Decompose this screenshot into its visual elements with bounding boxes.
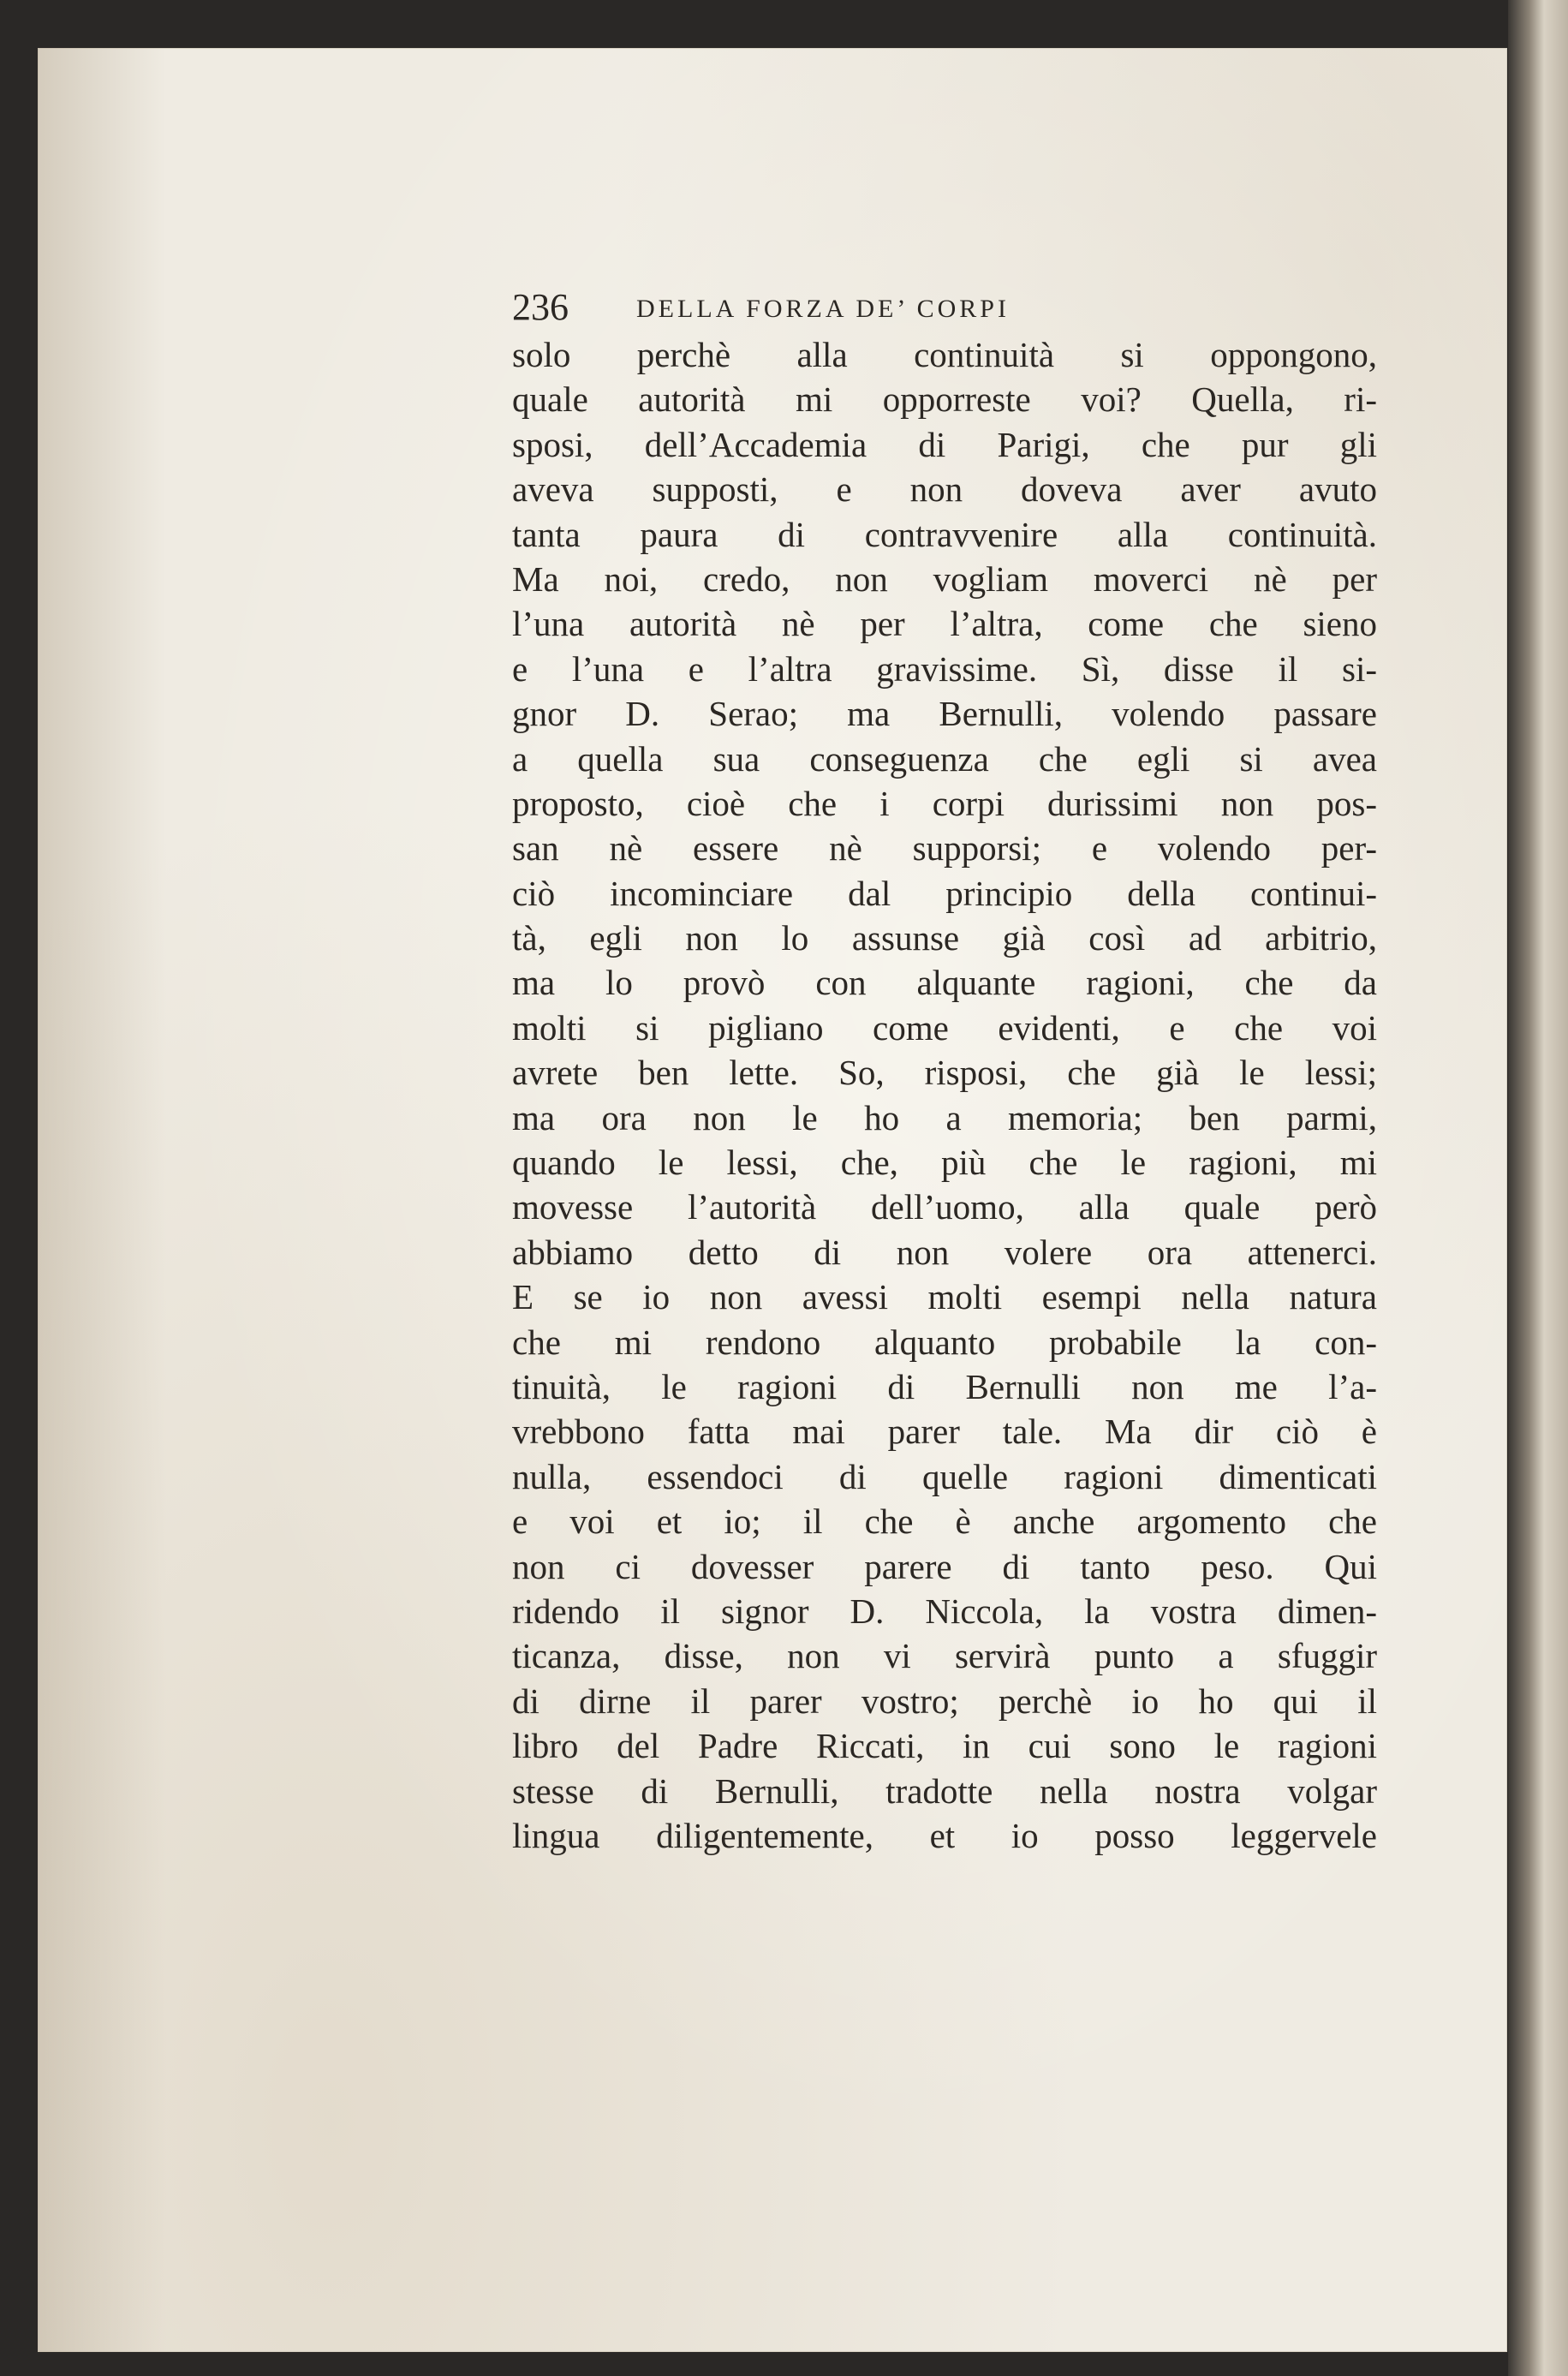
text-line: stesse di Bernulli, tradotte nella nostra volgar (512, 1770, 1377, 1811)
text-line: quale autorità mi opporreste voi? Quella, ri- (512, 379, 1377, 420)
text-line: Ma noi, credo, non vogliam moverci nè per (512, 558, 1377, 599)
text-line: tà, egli non lo assunse già così ad arbitrio, (512, 918, 1377, 958)
text-line: E se io non avessi molti esempi nella natura (512, 1277, 1377, 1317)
text-line: san nè essere nè supporsi; e volendo per- (512, 828, 1377, 869)
text-line: che mi rendono alquanto probabile la con- (512, 1322, 1377, 1362)
text-line: avrete ben lette. So, risposi, che già le lessi; (512, 1053, 1377, 1093)
text-block (512, 283, 1377, 1858)
text-line: movesse l’autorità dell’uomo, alla quale però (512, 1187, 1377, 1227)
text-line: libro del Padre Riccati, in cui sono le ragioni (512, 1726, 1377, 1766)
text-line: gnor D. Serao; ma Bernulli, volendo passare (512, 694, 1377, 734)
text-line: proposto, cioè che i corpi durissimi non pos- (512, 783, 1377, 823)
page-number: 236 (512, 286, 569, 328)
text-line: e l’una e l’altra gravissime. Sì, disse il si- (512, 648, 1377, 689)
text-line: l’una autorità nè per l’altra, come che sieno (512, 604, 1377, 644)
running-head-title: DELLA FORZA DE’ CORPI (636, 295, 1010, 323)
text-line: sposi, dell’Accademia di Parigi, che pur gli (512, 424, 1377, 464)
text-line: aveva supposti, e non doveva aver avuto (512, 469, 1377, 510)
text-line: tinuità, le ragioni di Bernulli non me l’a- (512, 1366, 1377, 1406)
text-line: quando le lessi, che, più che le ragioni, mi (512, 1143, 1377, 1183)
text-line: di dirne il parer vostro; perchè io ho qui il (512, 1681, 1377, 1721)
text-line: abbiamo detto di non volere ora attenerci. (512, 1232, 1377, 1272)
text-line: solo perchè alla continuità si oppongono, (512, 335, 1377, 374)
text-line: tanta paura di contravvenire alla continuità. (512, 514, 1377, 554)
text-line: ciò incominciare dal principio della continui- (512, 873, 1377, 913)
body-text (512, 332, 1377, 1858)
text-line: molti si pigliano come evidenti, e che voi (512, 1007, 1377, 1048)
text-line: nulla, essendoci di quelle ragioni dimenticati (512, 1456, 1377, 1496)
page-fold-shadow (38, 48, 166, 2352)
text-line: ridendo il signor D. Niccola, la vostra dimen- (512, 1591, 1377, 1631)
text-line: vrebbono fatta mai parer tale. Ma dir ciò è (512, 1412, 1377, 1452)
text-line: ticanza, disse, non vi servirà punto a sfuggir (512, 1636, 1377, 1676)
text-line: ma lo provò con alquante ragioni, che da (512, 963, 1377, 1003)
text-line: a quella sua conseguenza che egli si avea (512, 738, 1377, 779)
text-line: non ci dovesser parere di tanto peso. Qui (512, 1546, 1377, 1586)
text-line: ma ora non le ho a memoria; ben parmi, (512, 1097, 1377, 1137)
binding-edge (1508, 0, 1568, 2376)
text-line: e voi et io; il che è anche argomento che (512, 1501, 1377, 1542)
running-head (512, 283, 1377, 332)
text-line: lingua diligentemente, et io posso leggervele (512, 1815, 1377, 1855)
